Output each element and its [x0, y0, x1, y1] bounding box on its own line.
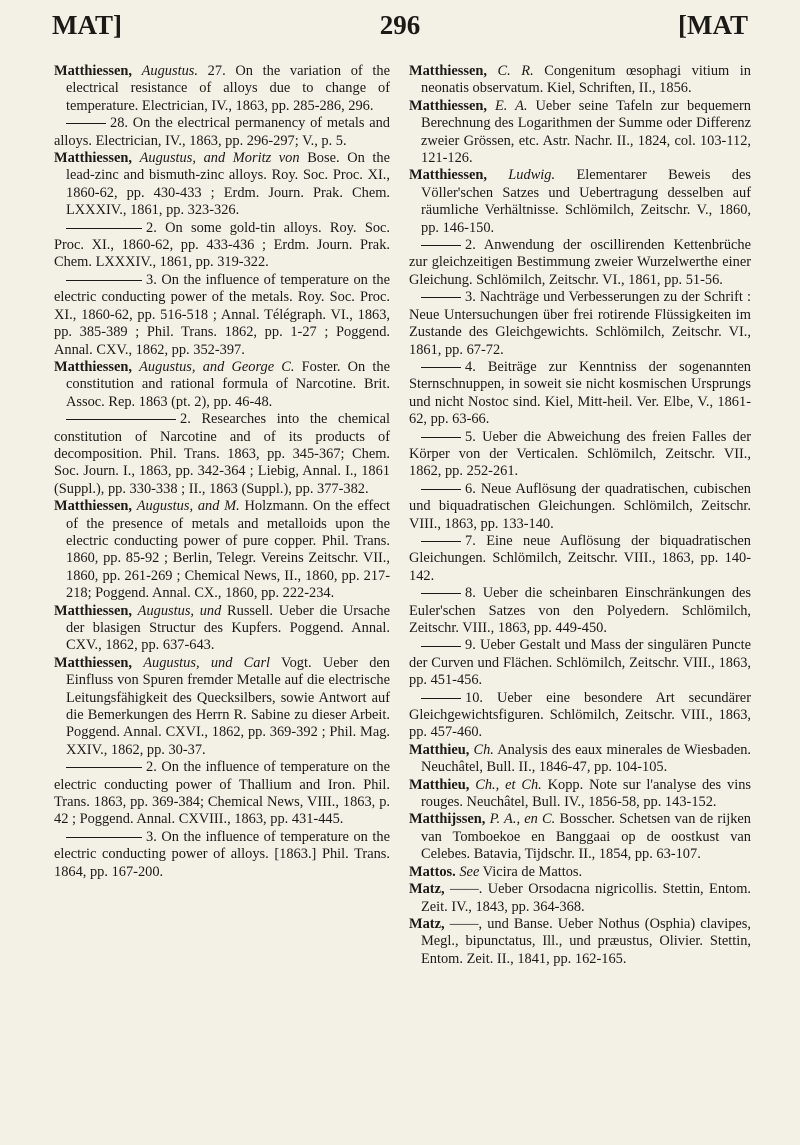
bibliography-entry — [409, 811, 751, 863]
entry-author: Matthiessen, — [409, 167, 509, 184]
bibliography-entry — [409, 63, 751, 98]
entry-text: 7. Eine neue Auflösung der biquadratischen Gleichungen. Schlömilch, Zeitschr. VIII., 1863, pp. 140-142. — [409, 532, 751, 584]
left-column — [54, 63, 390, 881]
entry-text: Holzmann. On the effect of the presence of metals and metalloids upon the electric conducting power of pure copper. Phil. Trans. 1860, pp. 85-92 ; Berlin, Telegr. Vereins Zeitschr. VII., 1860, pp. 261-269 ; Chemical News, II., 1860, pp. 217-218; Poggend. Annal. CX., 1860, pp. 222-234. — [66, 498, 390, 602]
entry-names: Ch., et Ch. — [475, 776, 542, 793]
bibliography-entry — [54, 150, 390, 220]
entry-author: Matthiessen, — [54, 654, 144, 671]
entry-text: 2. On some gold-tin alloys. Roy. Soc. Proc. XI., 1860-62, pp. 433-436 ; Erdm. Journ. Prak. Chem. LXXXIV., 1861, pp. 319-322. — [54, 219, 390, 271]
entry-author: Matthiessen, — [54, 358, 140, 375]
ditto-rule — [421, 297, 461, 298]
ditto-rule — [421, 245, 461, 246]
bibliography-entry — [409, 777, 751, 812]
entry-text: ——. Ueber Orsodacna nigricollis. Stettin, Entom. Zeit. IV., 1843, pp. 364-368. — [421, 881, 751, 915]
entry-names: P. A., en C. — [489, 811, 556, 828]
entry-names: Ludwig. — [508, 167, 556, 184]
entry-text: 6. Neue Auflösung der quadratischen, cubischen und biquadratischen Gleichungen. Schlömilch, Zeitschr. VIII., 1863, pp. 133-140. — [409, 480, 751, 532]
entry-text: Foster. On the constitution and rational formula of Narcotine. Brit. Assoc. Rep. 1863 (pt. 2), pp. 46-48. — [66, 358, 390, 410]
entry-text: Congenitum œsophagi vitium in neonatis observatum. Kiel, Schriften, II., 1856. — [421, 63, 752, 97]
entry-author: Matthiessen, — [54, 63, 142, 79]
bibliography-entry — [409, 237, 751, 289]
ditto-rule — [421, 437, 461, 438]
bibliography-entry — [409, 533, 751, 585]
bibliography-entry — [54, 115, 390, 150]
entry-names: Ch. — [473, 741, 494, 758]
bibliography-entry — [54, 272, 390, 359]
entry-author: Matthieu, — [409, 741, 474, 758]
ditto-rule — [66, 419, 176, 420]
entry-text: Elementarer Beweis des Völler'schen Satzes und Uebertragung desselben auf räumliche Verhältnisse. Schlömilch, Zeitschr. V., 1860, pp. 146-150. — [421, 167, 751, 236]
entry-names: Augustus, and Moritz von — [139, 150, 300, 167]
bibliography-entry — [409, 585, 751, 637]
entry-text: Vicira de Mattos. — [479, 863, 583, 880]
entry-text: 9. Ueber Gestalt und Mass der singulären Puncte der Curven und Flächen. Schlömilch, Zeitschr. VIII., 1863, pp. 451-456. — [409, 637, 751, 689]
entry-author: Matthieu, — [409, 776, 476, 793]
entry-text: Bose. On the lead-zinc and bismuth-zinc alloys. Roy. Soc. Proc. XI., 1860-62, pp. 430-433 ; Erdm. Journ. Prak. Chem. LXXXIV., 1861, pp. 323-326. — [66, 150, 391, 219]
ditto-rule — [66, 837, 142, 838]
entry-text: Kopp. Note sur l'analyse des vins rouges. Neuchâtel, Bull. IV., 1856-58, pp. 143-152. — [421, 776, 752, 811]
bibliography-entry — [409, 98, 751, 168]
bibliography-entry — [54, 829, 390, 881]
entry-text: 5. Ueber die Abweichung des freien Falles der Körper von der Verticalen. Schlömilch, Zeitschr. VII., 1862, pp. 252-261. — [409, 428, 751, 480]
entry-names: Augustus. — [141, 63, 198, 79]
entry-text: 2. On the influence of temperature on the electric conducting power of Thallium and Iron. Phil. Trans. 1863, pp. 369-384; Chemical News, VIII., 1863, p. 42 ; Poggend. Annal. CXVIII., 1863, pp. 431-445. — [54, 759, 390, 828]
entry-author: Matthiessen, — [409, 97, 495, 114]
bibliography-entry — [409, 637, 751, 689]
entry-author: Matthiessen, — [54, 498, 137, 515]
entry-text: 3. On the influence of temperature on the electric conducting power of alloys. [1863.] Phil. Trans. 1864, pp. 167-200. — [54, 828, 390, 880]
entry-names: C. R. — [497, 63, 534, 79]
entry-names: Augustus, and M. — [136, 498, 240, 515]
entry-text: Russell. Ueber die Ursache der blasigen Structur des Kupfers. Poggend. Annal. CXV., 1862, pp. 637-643. — [66, 602, 390, 654]
bibliography-entry — [409, 429, 751, 481]
entry-author: Matz, — [409, 881, 450, 898]
entry-text: 8. Ueber die scheinbaren Einschränkungen des Euler'schen Satzes von den Polyedern. Schlömilch, Zeitschr. VIII., 1863, pp. 449-450. — [409, 585, 751, 636]
entry-text: 2. Anwendung der oscillirenden Kettenbrüche zur gleichzeitigen Bestimmung zweier Wurzelwerthe einer Gleichung. Schlömilch, Zeitschr. VI., 1861, pp. 51-56. — [409, 237, 751, 288]
entry-text: 3. Nachträge und Verbesserungen zu der Schrift : Neue Untersuchungen über frei rotirende Flüssigkeiten im Zustande des Gleichgewichts. Schlömilch, Zeitschr. VI., 1861, pp. 67-72. — [409, 289, 751, 358]
ditto-rule — [421, 698, 461, 699]
entry-text: 28. On the electrical permanency of metals and alloys. Electrician, IV., 1863, pp. 296-297; V., p. 5. — [54, 115, 390, 149]
ditto-rule — [66, 228, 142, 229]
right-column — [409, 63, 751, 968]
entry-text: Vogt. Ueber den Einfluss von Spuren fremder Metalle auf die electrische Leitungsfähigkeit des Quecksilbers, sowie Antwort auf die Bemerkungen des Herrn R. Sabine zu dieser Arbeit. Poggend. Annal. CXVI., 1862, pp. 369-392 ; Phil. Mag. XXIV., 1862, pp. 30-37. — [66, 654, 390, 758]
entry-text: Analysis des eaux minerales de Wiesbaden. Neuchâtel, Bull. II., 1846-47, pp. 104-105. — [421, 741, 752, 776]
entry-text: ——, und Banse. Ueber Nothus (Osphia) clavipes, Megl., bipunctatus, Ill., und præustus, Olivier. Stettin, Entom. Zeit. II., 1841, pp. 162-165. — [421, 915, 751, 967]
ditto-rule — [66, 123, 106, 124]
bibliography-entry — [54, 603, 390, 655]
entry-text: Bosscher. Schetsen van de rijken van Tomboekoe en Banggaai op de oostkust van Celebes. Batavia, Tijdschr. II., 1854, pp. 63-107. — [421, 811, 751, 863]
entry-text: 27. On the variation of the electrical resistance of alloys due to change of temperature. Electrician, IV., 1863, pp. 285-286, 296. — [66, 63, 390, 114]
bibliography-entry — [54, 411, 390, 498]
bibliography-entry — [54, 498, 390, 602]
header-left: MAT] — [52, 10, 122, 40]
entry-author: Matthiessen, — [409, 63, 498, 79]
entry-text: 10. Ueber eine besondere Art secundärer Gleichgewichtsfiguren. Schlömilch, Zeitschr. VIII., 1863, pp. 457-460. — [409, 689, 751, 741]
ditto-rule — [421, 646, 461, 647]
entry-author: Mattos. — [409, 863, 460, 880]
bibliography-entry — [54, 63, 390, 115]
bibliography-entry — [409, 864, 751, 881]
entry-text: 2. Researches into the chemical constitution of Narcotine and of its products of decomposition. Phil. Trans. 1863, pp. 345-367; Chem. Soc. Journ. I., 1863, pp. 342-364 ; Liebig, Annal. I., 1861 (Suppl.), pp. 330-338 ; II., 1863 (Suppl.), pp. 377-382. — [54, 411, 390, 497]
ditto-rule — [421, 541, 461, 542]
ditto-rule — [421, 367, 461, 368]
entry-author: Matthiessen, — [54, 602, 138, 619]
entry-text: 3. On the influence of temperature on the electric conducting power of the metals. Roy. Soc. Proc. XI., 1860-62, pp. 516-518 ; Annal. Télégraph. VI., 1863, pp. 385-389 ; Phil. Trans. 1862, pp. 1-27 ; Poggend. Annal. CXV., 1862, pp. 352-397. — [54, 271, 390, 358]
page-number: 296 — [379, 10, 421, 40]
ditto-rule — [421, 593, 461, 594]
bibliography-entry — [409, 289, 751, 359]
entry-names: See — [459, 863, 480, 880]
bibliography-entry — [54, 655, 390, 759]
ditto-rule — [421, 489, 461, 490]
ditto-rule — [66, 767, 142, 768]
entry-names: Augustus, und — [137, 602, 222, 619]
running-header — [52, 10, 748, 50]
bibliography-entry — [409, 690, 751, 742]
bibliography-entry — [54, 759, 390, 829]
bibliography-entry — [409, 881, 751, 916]
entry-names: Augustus, and George C. — [139, 358, 295, 375]
bibliography-entry — [409, 481, 751, 533]
bibliography-entry — [409, 359, 751, 429]
entry-author: Matz, — [409, 915, 450, 932]
entry-text: Ueber seine Tafeln zur bequemern Berechnung des Logarithmen der Summe oder Differenz zweier Grössen, etc. Astr. Nachr. II., 1824, col. 103-112, 121-126. — [421, 97, 751, 167]
bibliography-entry — [54, 359, 390, 411]
bibliography-entry — [409, 167, 751, 237]
bibliography-entry — [54, 220, 390, 272]
entry-names: E. A. — [494, 97, 528, 114]
header-right: [MAT — [678, 10, 748, 40]
bibliography-entry — [409, 742, 751, 777]
ditto-rule — [66, 280, 142, 281]
entry-author: Matthiessen, — [54, 150, 140, 167]
entry-names: Augustus, und Carl — [143, 654, 271, 671]
entry-author: Matthijssen, — [409, 811, 490, 828]
bibliography-entry — [409, 916, 751, 968]
entry-text: 4. Beiträge zur Kenntniss der sogenannten Sternschnuppen, in soweit sie nicht kosmischen Ursprungs und nicht Nostoc sind. Kiel, Mitt-heil. Ver. Elbe, V., 1861-62, pp. 63-66. — [409, 358, 751, 428]
